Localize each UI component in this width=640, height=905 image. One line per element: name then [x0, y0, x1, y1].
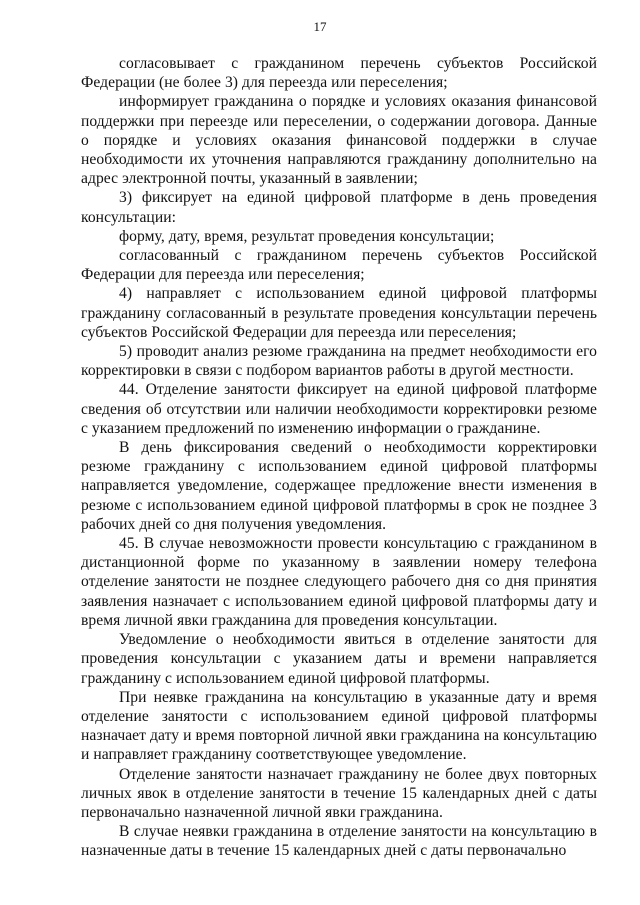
paragraph: Отделение занятости назначает гражданину не более двух повторных личных явок в отделение занятости в течение 15 календарных дней с даты первоначально назначенной личной явки гражданина.: [81, 765, 597, 821]
paragraph: Уведомление о необходимости явиться в отделение занятости для проведения консультации с указанием даты и времени направляется гражданину с использованием единой цифровой платформы.: [81, 631, 597, 687]
paragraph: 44. Отделение занятости фиксирует на единой цифровой платформе сведения об отсутствии или наличии необходимости корректировки резюме с указанием предложений по изменению информации о гражданине.: [81, 381, 597, 437]
paragraph: 5) проводит анализ резюме гражданина на предмет необходимости его корректировки в связи с подбором вариантов работы в другой местности.: [81, 343, 597, 380]
paragraph: В случае неявки гражданина в отделение занятости на консультацию в назначенные даты в течение 15 календарных дней с даты первоначально: [81, 823, 597, 860]
paragraph: согласовывает с гражданином перечень субъектов Российской Федерации (не более 3) для переезда или переселения;: [81, 55, 597, 92]
page-number: 17: [313, 19, 327, 34]
paragraph: 3) фиксирует на единой цифровой платформе в день проведения консультации:: [81, 189, 597, 226]
paragraph: При неявке гражданина на консультацию в указанные дату и время отделение занятости с использованием единой цифровой платформы назначает дату и время повторной личной явки гражданина на консультацию и направляет гражданину соответствующее уведомление.: [81, 688, 597, 764]
document-body: [81, 54, 597, 861]
paragraph: 4) направляет с использованием единой цифровой платформы гражданину согласованный в результате проведения консультации перечень субъектов Российской Федерации для переезда или переселения;: [81, 285, 597, 341]
paragraph: 45. В случае невозможности провести консультацию с гражданином в дистанционной форме по указанному в заявлении номеру телефона отделение занятости не позднее следующего рабочего дня со дня принятия заявления назначает с использованием единой цифровой платформы дату и время личной явки гражданина для проведения консультации.: [81, 535, 597, 629]
paragraph: форму, дату, время, результат проведения консультации;: [119, 227, 495, 245]
paragraph: согласованный с гражданином перечень субъектов Российской Федерации для переезда или переселения;: [81, 247, 597, 284]
paragraph: информирует гражданина о порядке и условиях оказания финансовой поддержки при переезде или переселении, о содержании договора. Данные о порядке и условиях оказания финансовой поддержки в случае необходимости их уточнения направляются гражданину дополнительно на адрес электронной почты, указанный в заявлении;: [81, 93, 597, 188]
paragraph: В день фиксирования сведений о необходимости корректировки резюме гражданину с использованием единой цифровой платформы направляется уведомление, содержащее предложение внести изменения в резюме с использованием единой цифровой платформы в срок не позднее 3 рабочих дней со дня получения уведомления.: [81, 439, 597, 533]
